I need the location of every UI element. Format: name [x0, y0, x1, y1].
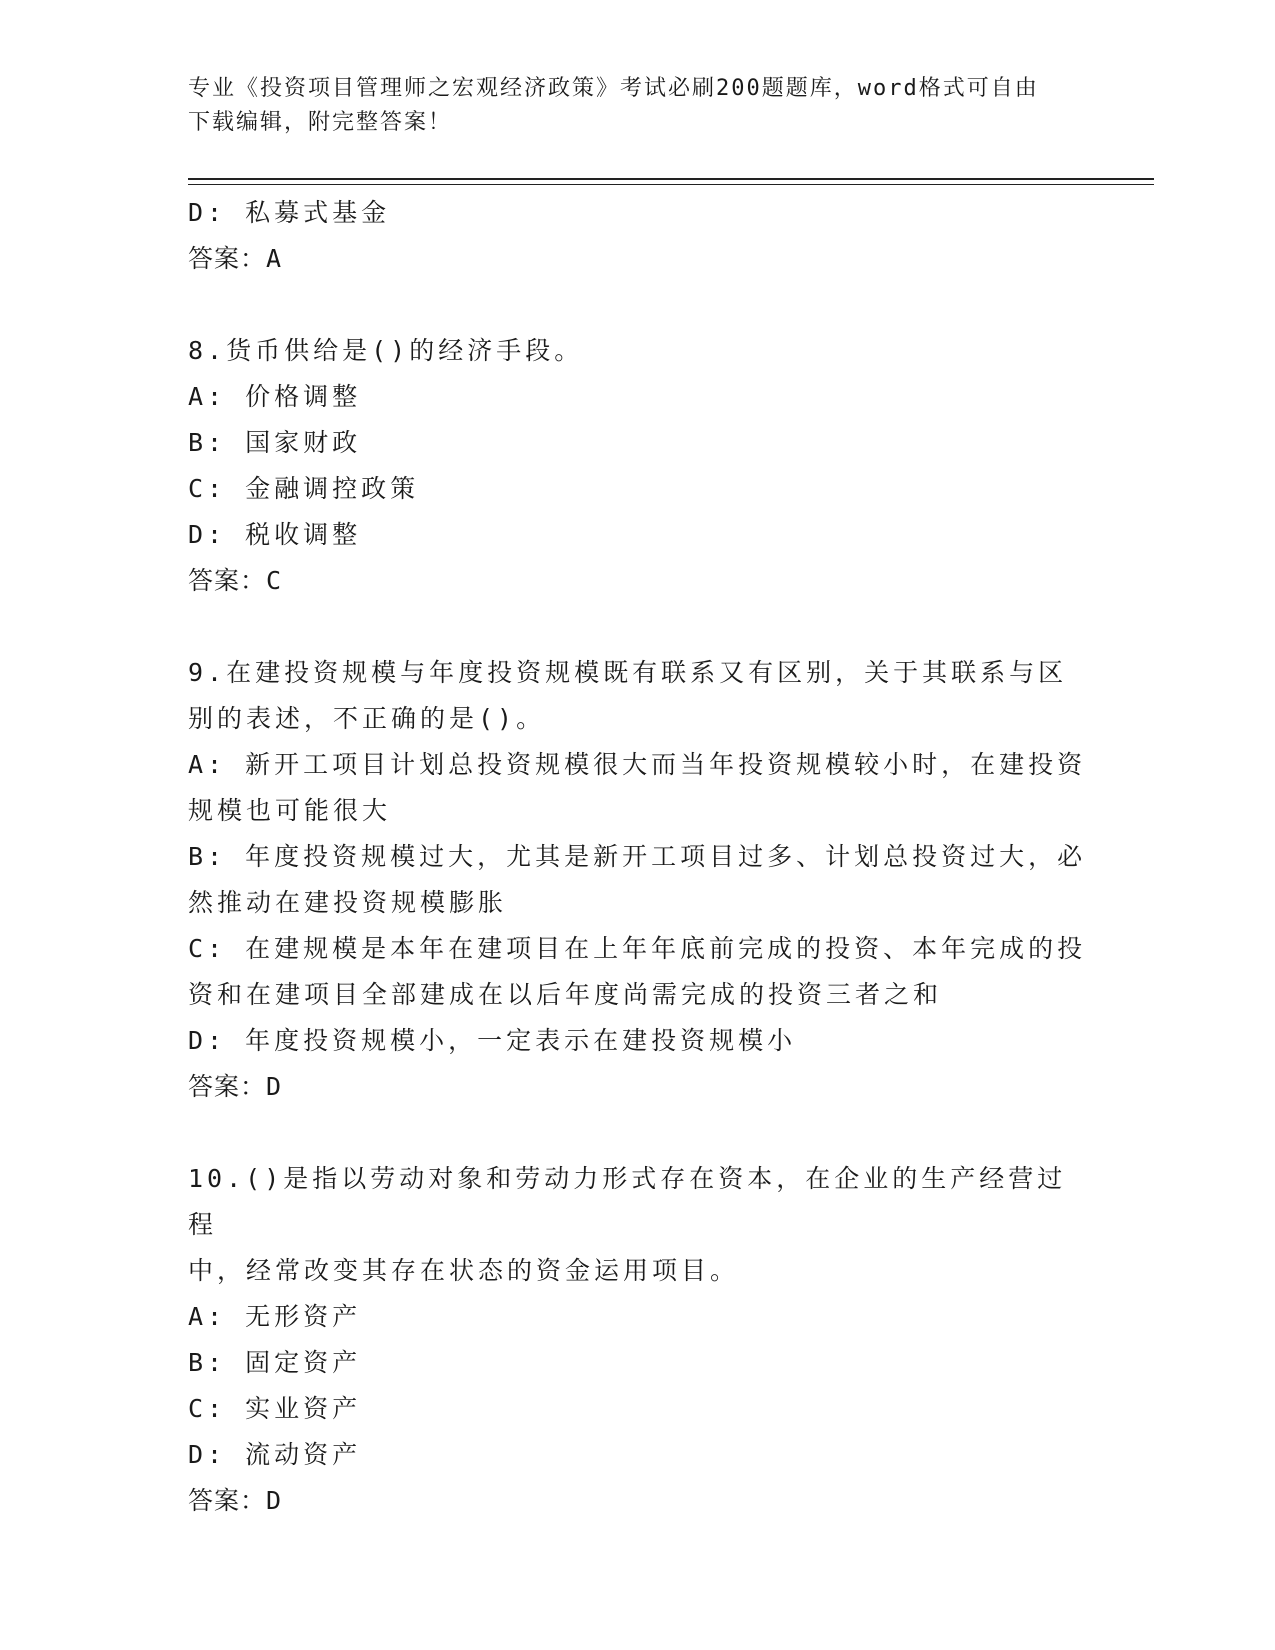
header-divider-thin	[188, 184, 1154, 185]
option-b: B: 国家财政	[188, 428, 362, 457]
option-c-line-2: 资和在建项目全部建成在以后年度尚需完成的投资三者之和	[188, 980, 943, 1009]
question-8	[188, 328, 1088, 604]
previous-question-tail	[188, 190, 1088, 282]
question-stem-line-2: 别的表述，不正确的是()。	[188, 704, 546, 733]
option-c: C: 金融调控政策	[188, 474, 420, 503]
answer: 答案：D	[188, 1072, 283, 1101]
option-b: B: 固定资产	[188, 1348, 362, 1377]
spacer	[188, 1110, 1088, 1156]
option-b-line-2: 然推动在建投资规模膨胀	[188, 888, 508, 917]
header-line-1: 专业《投资项目管理师之宏观经济政策》考试必刷200题题库，word格式可自由	[188, 76, 1039, 101]
answer: 答案：C	[188, 566, 283, 595]
option-b-line-1: B: 年度投资规模过大，尤其是新开工项目过多、计划总投资过大，必	[188, 842, 1087, 871]
question-stem-line-1: 10.()是指以劳动对象和劳动力形式存在资本，在企业的生产经营过程	[188, 1164, 1067, 1239]
document-header	[188, 72, 1088, 140]
question-stem: 8.货币供给是()的经济手段。	[188, 336, 584, 365]
option-a-line-1: A: 新开工项目计划总投资规模很大而当年投资规模较小时，在建投资	[188, 750, 1087, 779]
option-d: D: 私募式基金	[188, 198, 391, 227]
header-line-2: 下载编辑，附完整答案！	[188, 110, 453, 135]
option-d: D: 流动资产	[188, 1440, 362, 1469]
option-d: D: 税收调整	[188, 520, 362, 549]
option-a: A: 无形资产	[188, 1302, 362, 1331]
question-10	[188, 1156, 1088, 1524]
option-a: A: 价格调整	[188, 382, 362, 411]
option-a-line-2: 规模也可能很大	[188, 796, 392, 825]
answer: 答案：D	[188, 1486, 283, 1515]
answer: 答案：A	[188, 244, 283, 273]
spacer	[188, 604, 1088, 650]
option-c-line-1: C: 在建规模是本年在建项目在上年年底前完成的投资、本年完成的投	[188, 934, 1087, 963]
option-d: D: 年度投资规模小，一定表示在建投资规模小	[188, 1026, 797, 1055]
spacer	[188, 282, 1088, 328]
question-stem-line-2: 中，经常改变其存在状态的资金运用项目。	[188, 1256, 740, 1285]
question-9	[188, 650, 1088, 1110]
question-stem-line-1: 9.在建投资规模与年度投资规模既有联系又有区别，关于其联系与区	[188, 658, 1068, 687]
option-c: C: 实业资产	[188, 1394, 362, 1423]
question-content	[188, 190, 1088, 1524]
header-divider	[188, 178, 1154, 180]
